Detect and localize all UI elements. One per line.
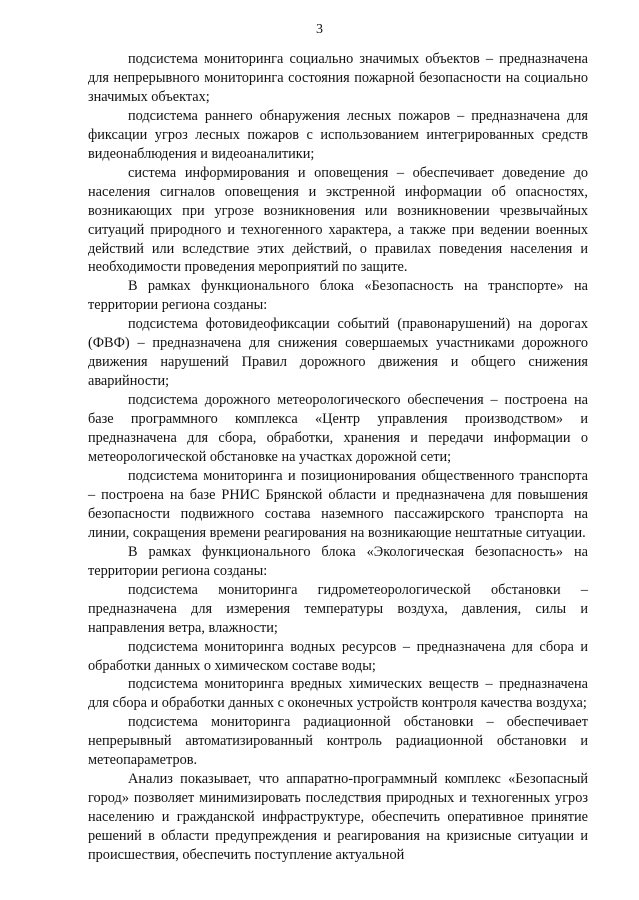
paragraph-hydrometeo-monitoring: подсистема мониторинга гидрометеорологической обстановки – предназначена для измерения температуры воздуха, давления, силы и направления ветра, влажности; [88, 581, 588, 636]
paragraph-chemical-monitoring: подсистема мониторинга вредных химических веществ – предназначена для сбора и обработки данных с оконечных устройств контроля качества воздуха; [88, 676, 588, 712]
paragraph-transport-block-intro: В рамках функционального блока «Безопасность на транспорте» на территории региона созданы: [88, 278, 588, 314]
page-number: 3 [316, 22, 323, 37]
paragraph-fire-monitoring: подсистема мониторинга социально значимых объектов – предназначена для непрерывного мониторинга состояния пожарной безопасности на социально значимых объектах; [88, 51, 588, 105]
paragraph-radiation-monitoring: подсистема мониторинга радиационной обстановки – обеспечивает непрерывный автоматизированный контроль радиационной обстановки и метеопараметров. [88, 714, 588, 769]
paragraph-forest-fire-detection: подсистема раннего обнаружения лесных пожаров – предназначена для фиксации угроз лесных пожаров с использованием интегрированных средств видеонаблюдения и видеоаналитики; [88, 107, 588, 162]
paragraph-public-transport-monitoring: подсистема мониторинга и позиционирования общественного транспорта – построена на базе РНИС Брянской области и предназначена для повышения безопасности подвижного состава наземного пассажирского транспорта на линии, сокращения времени реагирования на возникающие нештатные ситуации. [88, 467, 588, 541]
paragraph-ecology-block-intro: В рамках функционального блока «Экологическая безопасность» на территории региона созданы: [88, 543, 588, 579]
paragraph-water-monitoring: подсистема мониторинга водных ресурсов – предназначена для сбора и обработки данных о химическом составе воды; [88, 638, 588, 674]
paragraph-analysis: Анализ показывает, что аппаратно-программный комплекс «Безопасный город» позволяет минимизировать последствия природных и техногенных угроз населению и гражданской инфраструктуре, обеспечить оперативное принятие решений в области предупреждения и реагирования на кризисные ситуации и происшествия, обеспечить поступление актуальной [88, 771, 588, 864]
paragraph-road-meteo: подсистема дорожного метеорологического обеспечения – построена на базе программного комплекса «Центр управления производством» и предназначена для сбора, обработки, хранения и передачи информации о метеорологической обстановке на участках дорожной сети; [88, 392, 588, 466]
paragraph-photo-video-fixation: подсистема фотовидеофиксации событий (правонарушений) на дорогах (ФВФ) – предназначена для снижения совершаемых участниками дорожного движения нарушений Правил дорожного движения и общего снижения аварийности; [88, 316, 588, 390]
paragraph-alert-system: система информирования и оповещения – обеспечивает доведение до населения сигналов оповещения и экстренной информации об опасностях, возникающих при угрозе возникновения или возникновении чрезвычайных ситуаций природного и техногенного характера, а также при ведении военных действий или вследствие этих действий, о правилах поведения населения и необходимости проведения мероприятий по защите. [88, 164, 588, 276]
document-body [88, 50, 588, 865]
